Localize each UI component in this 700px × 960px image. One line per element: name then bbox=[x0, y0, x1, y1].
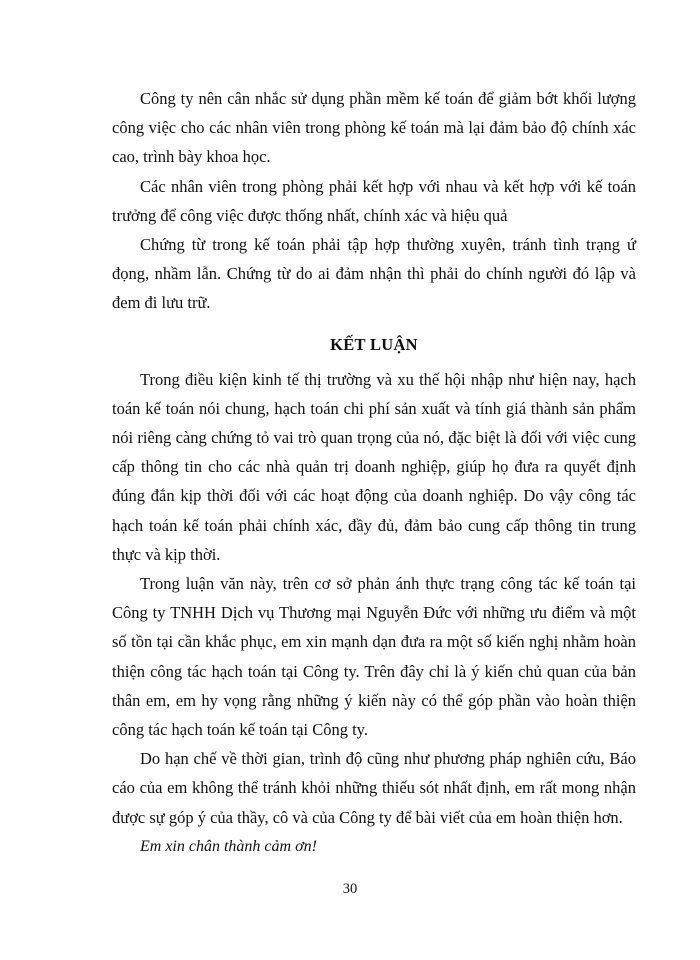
paragraph-software-recommendation: Công ty nên cân nhắc sử dụng phần mềm kế toán để giảm bớt khối lượng công việc cho các nhân viên trong phòng kế toán mà lại đảm bảo độ chính xác cao, trình bày khoa học. bbox=[112, 89, 636, 167]
conclusion-heading: KẾT LUẬN bbox=[330, 334, 418, 354]
paragraph-conclusion-limitations: Do hạn chế về thời gian, trình độ cũng như phương pháp nghiên cứu, Báo cáo của em không thể tránh khỏi những thiếu sót nhất định, em rất mong nhận được sự góp ý của thầy, cô và của Công ty để bài viết của em hoàn thiện hơn. bbox=[112, 749, 636, 827]
closing-thanks: Em xin chân thành cảm ơn! bbox=[140, 837, 317, 855]
paragraph-conclusion-thesis: Trong luận văn này, trên cơ sở phản ánh thực trạng công tác kế toán tại Công ty TNHH Dịch vụ Thương mại Nguyễn Đức với những ưu điểm và một số tồn tại cần khắc phục, em xin mạnh dạn đưa ra một số kiến nghị nhằm hoàn thiện công tác hạch toán tại Công ty. Trên đây chỉ là ý kiến chủ quan của bản thân em, em hy vọng rằng những ý kiến này có thể góp phần vào hoàn thiện công tác hạch toán kế toán tại Công ty. bbox=[112, 574, 636, 740]
page-number: 30 bbox=[342, 881, 358, 897]
paragraph-documents-archiving: Chứng từ trong kế toán phải tập hợp thường xuyên, tránh tình trạng ứ đọng, nhầm lẫn. Chứng từ do ai đảm nhận thì phải do chính người đó lập và đem đi lưu trữ. bbox=[112, 235, 636, 313]
paragraph-staff-coordination: Các nhân viên trong phòng phải kết hợp với nhau và kết hợp với kế toán trưởng để công việc được thống nhất, chính xác và hiệu quả bbox=[112, 176, 636, 225]
document-body bbox=[112, 84, 636, 861]
paragraph-conclusion-context: Trong điều kiện kinh tế thị trường và xu thế hội nhập như hiện nay, hạch toán kế toán nói chung, hạch toán chi phí sản xuất và tính giá thành sản phẩm nói riêng càng chứng tỏ vai trò quan trọng của nó, đặc biệt là đối với việc cung cấp thông tin cho các nhà quản trị doanh nghiệp, giúp họ đưa ra quyết định đúng đắn kịp thời đối với các hoạt động của doanh nghiệp. Do vậy công tác hạch toán kế toán phải chính xác, đầy đủ, đảm bảo cung cấp thông tin trung thực và kịp thời. bbox=[112, 369, 636, 564]
